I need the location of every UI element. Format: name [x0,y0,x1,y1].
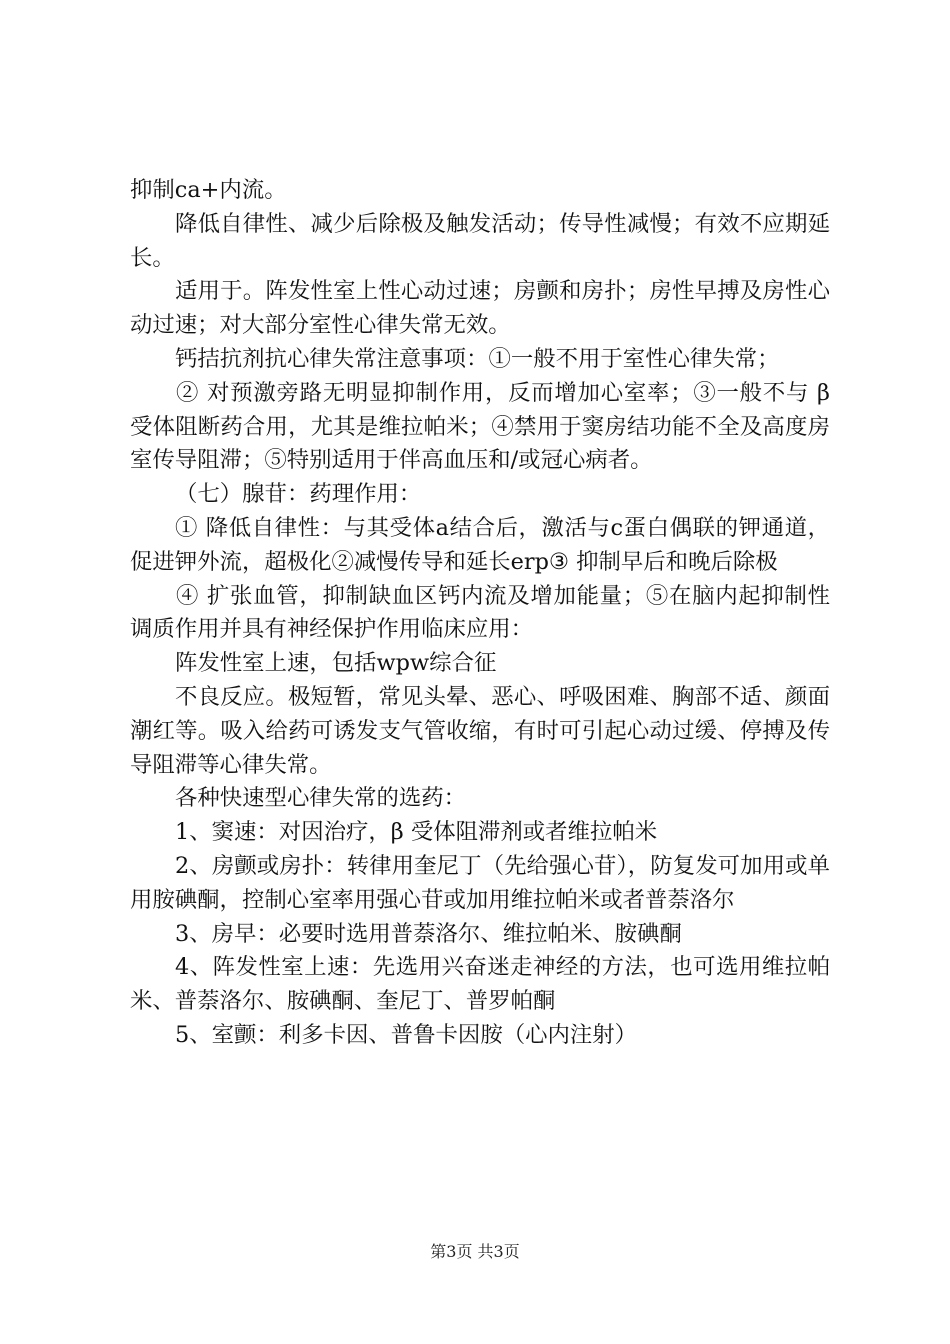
paragraph-15: 4、阵发性室上速：先选用兴奋迷走神经的方法，也可选用维拉帕米、普萘洛尔、胺碘酮、奎尼丁、普罗帕酮 [130,954,830,1015]
paragraph-13: 2、房颤或房扑：转律用奎尼丁（先给强心苷），防复发可加用或单用胺碘酮，控制心室率用强心苷或加用维拉帕米或者普萘洛尔 [130,852,830,913]
page-number-label: 第3页 共3页 [430,1242,520,1261]
paragraph-11: 各种快速型心律失常的选药： [175,785,467,812]
paragraph-10: 不良反应。极短暂，常见头晕、恶心、呼吸困难、胸部不适、颜面潮红等。吸入给药可诱发支气管收缩，有时可引起心动过缓、停搏及传导阻滞等心律失常。 [130,683,830,778]
paragraph-4: 钙拮抗剂抗心律失常注意事项：①一般不用于室性心律失常； [175,345,780,372]
paragraph-3: 适用于。阵发性室上性心动过速；房颤和房扑；房性早搏及房性心动过速；对大部分室性心律失常无效。 [130,278,830,339]
page-footer [0,1242,950,1262]
paragraph-1: 抑制ca+内流。 [130,177,287,203]
paragraph-9: 阵发性室上速，包括wpw综合征 [175,650,497,677]
paragraph-16: 5、室颤：利多卡因、普鲁卡因胺（心内注射） [175,1021,638,1048]
body-text [130,174,830,1053]
paragraph-6: （七）腺苷：药理作用： [175,481,422,508]
paragraph-7: ① 降低自律性：与其受体a结合后，激活与c蛋白偶联的钾通道，促进钾外流，超极化②减慢传导和延长erp③ 抑制早后和晚后除极 [130,514,830,575]
paragraph-12: 1、窦速：对因治疗，β 受体阻滞剂或者维拉帕米 [175,819,658,846]
paragraph-14: 3、房早：必要时选用普萘洛尔、维拉帕米、胺碘酮 [175,920,682,947]
paragraph-2: 降低自律性、减少后除极及触发活动；传导性减慢；有效不应期延长。 [130,210,830,271]
paragraph-8: ④ 扩张血管，抑制缺血区钙内流及增加能量；⑤在脑内起抑制性调质作用并具有神经保护作用临床应用： [130,582,830,643]
paragraph-5: ② 对预激旁路无明显抑制作用，反而增加心室率；③一般不与 β 受体阻断药合用，尤其是维拉帕米；④禁用于窦房结功能不全及高度房室传导阻滞；⑤特别适用于伴高血压和/或冠心病者。 [130,379,830,474]
